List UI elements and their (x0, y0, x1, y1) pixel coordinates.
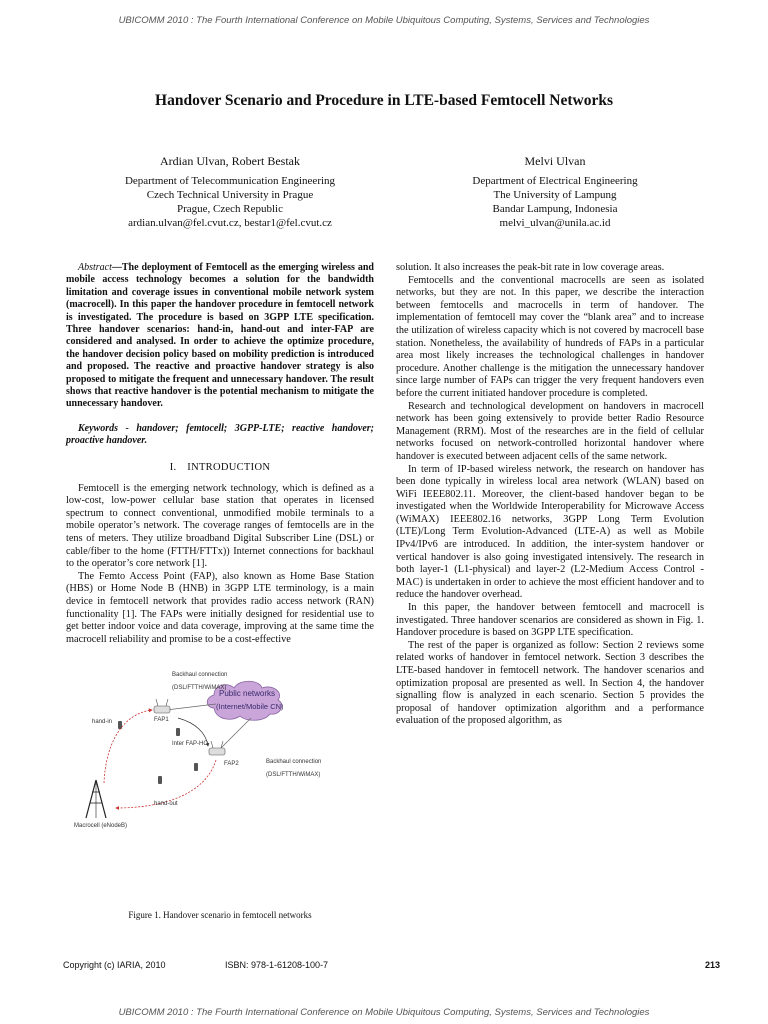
author-department: Department of Telecommunication Engineering (124, 175, 336, 187)
inter-fap-label: Inter FAP-HO (172, 741, 209, 748)
left-column (66, 262, 374, 833)
author-university: Czech Technical University in Prague (146, 189, 314, 201)
intro-paragraph: The Femto Access Point (FAP), also known as Home Base Station (HBS) or Home Node B (HNB) in 3GPP LTE terminology, is a main device in femtocell network that provides radio access network (RAN) functionality [1]. The FAPs were initially designed for residential use to get better indoor voice and data coverage, improving at the same time the macrocell reliability and promise to be a cost-effective (66, 570, 374, 645)
body-paragraph: solution. It also increases the peak-bit rate in low coverage areas. (396, 262, 665, 273)
keywords: Keywords - handover; femtocell; 3GPP-LTE; reactive handover; proactive handover. (66, 422, 374, 447)
author-names: Melvi Ulvan (524, 154, 586, 168)
backhaul-label-line: (DSL/FTTH/WiMAX) (266, 771, 321, 778)
phone-icon (176, 728, 180, 736)
abstract-label: Abstract (78, 262, 112, 273)
paper-title: Handover Scenario and Procedure in LTE-based Femtocell Networks (155, 92, 613, 109)
macrocell-label: Macrocell (eNodeB) (74, 823, 128, 830)
section-heading-introduction: I. INTRODUCTION (169, 462, 271, 474)
author-email: ardian.ulvan@fel.cvut.cz, bestar1@fel.cvut.cz (128, 217, 332, 229)
backhaul-label-line: Backhaul connection (172, 672, 228, 679)
figure-1 (66, 668, 374, 833)
phone-icon (158, 776, 162, 784)
body-paragraph: Research and technological development on handovers in macrocell network has been going extensively to provide better Radio Resource Management (RRM). Most of the researches are in the field of cellular networks focused on network-controlled horizontal handover where handover is executed between adjacent cells of the same network. (396, 400, 704, 462)
cloud-label-line: (Internet/Mobile CN) (216, 701, 284, 711)
author-university: The University of Lampung (493, 189, 617, 201)
body-paragraph: The rest of the paper is organized as follow: Section 2 reviews some related works of handover in femtocel network. Section 3 describes the LTE-based handover in femtocell network. The handover scenarios and optimization proposal are presented as well. In Section 4, the handover signalling flow is analyzed in each scenario. Section 5 provides the proposal of handover optimization algorithm and a performance evaluation of the proposed algorithm, as (396, 639, 704, 727)
body-paragraph: In this paper, the handover between femtocell and macrocell is investigated. Three handover scenarios are considered as shown in Fig. 1. Handover procedure is based on 3GPP LTE specification. (396, 602, 704, 639)
right-column (396, 262, 704, 728)
figure-caption: Figure 1. Handover scenario in femtocell networks (128, 910, 312, 920)
conference-footer: UBICOMM 2010 : The Fourth International Conference on Mobile Ubiquitous Computing, Systems, Services and Technologies (118, 1007, 650, 1018)
phone-icon (118, 721, 122, 729)
router-icon-fap2 (209, 741, 225, 755)
router-icon-fap1 (154, 699, 170, 713)
phone-icon (194, 763, 198, 771)
fap1-label: FAP1 (154, 717, 169, 724)
abstract (66, 262, 374, 411)
conference-header: UBICOMM 2010 : The Fourth International Conference on Mobile Ubiquitous Computing, Systems, Services and Technologies (118, 15, 650, 26)
author-block-2 (400, 154, 710, 230)
author-names: Ardian Ulvan, Robert Bestak (160, 154, 300, 168)
hand-in-label: hand-in (92, 719, 113, 726)
cell-tower-icon (86, 780, 106, 818)
abstract-text: —The deployment of Femtocell as the emerging wireless and mobile access technology becomes a solution for the bandwidth limitation and coverage issues in conventional mobile network system (macrocell). In this paper the handover procedure in femtocell network is investigated. The procedure is based on 3GPP LTE specification. Three handover scenarios: hand-in, hand-out and inter-FAP are considered and analysed. In order to achieve the optimize procedure, the handover decision policy based on mobility prediction is introduced and proposed. The reactive and proactive handover strategy is also proposed to mitigate the frequent and unnecessary handover. The result shows that reactive handover is the potential mechanism to mitigate the unnecessary handover. (66, 262, 374, 410)
cloud-label (216, 688, 284, 713)
cloud-label-line: Public networks (218, 689, 276, 699)
page-number: 213 (704, 960, 720, 970)
backhaul-label-line: Backhaul connection (266, 759, 322, 766)
body-paragraph: In term of IP-based wireless network, the research on handover has been done typically in wireless local area network (WLAN) based on WiFi IEEE802.11. Moreover, the client-based handover began to be investigated when the Worldwide Interoperability for Microwave Access (WiMAX) IEEE802.16 networks, 3GPP Long Term Evolution (LTE)/Long Term Evolution-Advanced (LTE-A) as well as Mobile IPv4/IPv6 are introduced. In addition, the inter-system handover or vertical handover is also going investigated intensively. The research in both layer-1 (L1-physical) and layer-2 (L2-Medium Access Control - MAC) is undertaken in order to achieve the most efficient handover and to reduce the handover overhead. (396, 463, 704, 601)
hand-out-label: hand-out (154, 801, 178, 808)
author-block-1 (70, 154, 390, 230)
author-department: Department of Electrical Engineering (472, 175, 638, 187)
backhaul-label-line: (DSL/FTTH/WiMAX) (172, 684, 227, 691)
author-city: Bandar Lampung, Indonesia (492, 203, 618, 215)
footer-copyright: Copyright (c) IARIA, 2010 (63, 960, 166, 970)
footer-isbn: ISBN: 978-1-61208-100-7 (225, 960, 329, 970)
author-email: melvi_ulvan@unila.ac.id (499, 217, 611, 229)
body-paragraph: Femtocells and the conventional macrocells are seen as isolated networks, but they are not. In this paper, we describe the interaction between femtocells and macrocells in term of handover. The implementation of femtocell may cover the “blank area” and to increase the utilization of wireless capacity which is not covered by macrocell base station. Nonetheless, the availability of hundreds of FAPs in a particular area most likely increases the technological challenges in handover procedure. Another challenge is the mitigation the unnecessary handover since large number of FAPs can trigger the very frequent handovers even before the current initiated handover procedure is completed. (396, 274, 704, 399)
intro-paragraph: Femtocell is the emerging network technology, which is defined as a low-cost, low-power cellular base station that operates in licensed spectrum to connect conventional, unmodified mobile terminals to a mobile operator’s network. The coverage ranges of femtocells are in the tens of meters. They utilize broadband Digital Subscriber Line (DSL) or cable/fiber to the home (FTTH/FTTx)) Internet connections for backhaul to the operator’s core network [1]. (66, 482, 374, 570)
fap2-label: FAP2 (224, 761, 239, 768)
author-city: Prague, Czech Republic (177, 203, 283, 215)
backhaul-label-2 (266, 756, 321, 781)
